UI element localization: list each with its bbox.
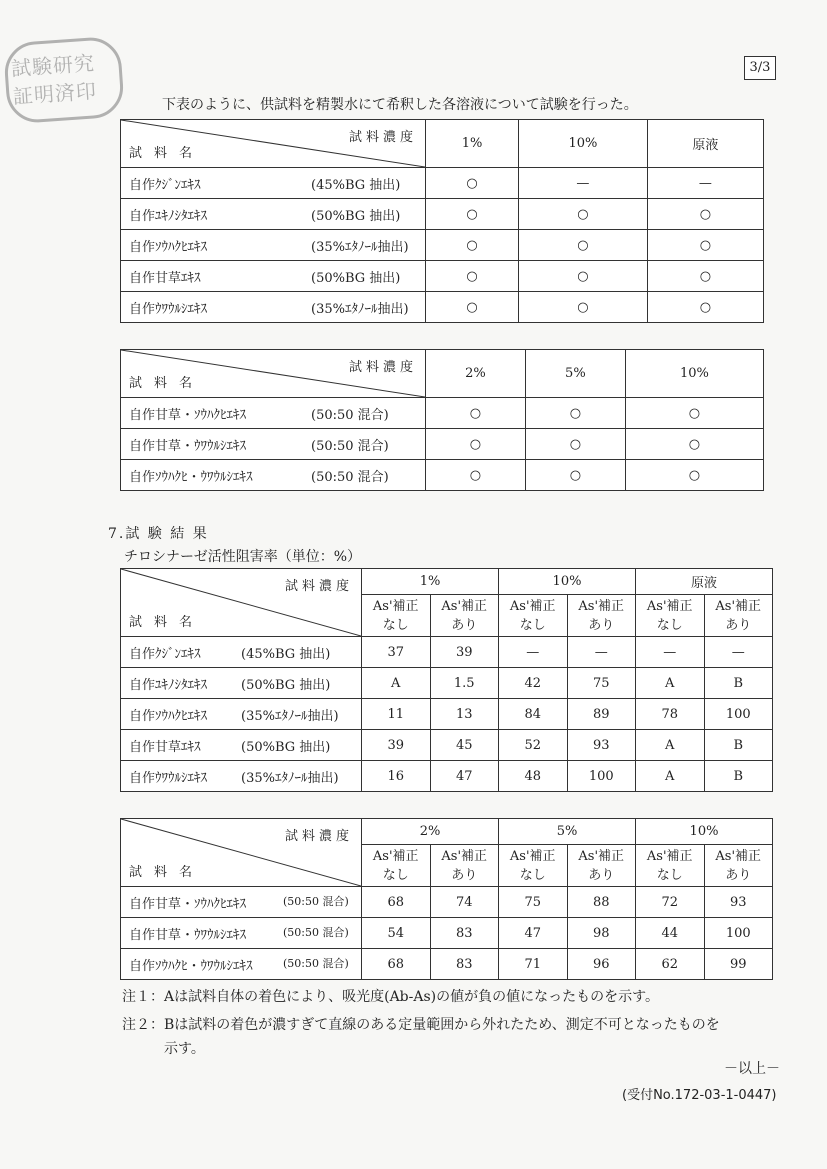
- value-cell: 48: [499, 761, 568, 792]
- table-row: [121, 918, 773, 949]
- column-header: 2%: [362, 819, 499, 845]
- value-cell: 1.5: [430, 668, 499, 699]
- table-row: [121, 292, 764, 323]
- header-concentration: 試料濃度: [284, 829, 353, 844]
- result-cell: ○: [519, 199, 648, 230]
- mix-ratio: (50:50 混合): [311, 407, 389, 423]
- value-cell: 78: [636, 699, 705, 730]
- header-concentration: 試料濃度: [348, 360, 417, 375]
- value-cell: 54: [362, 918, 431, 949]
- value-cell: 68: [362, 887, 431, 918]
- sample-name: 自作甘草・ｳﾜｳﾙｼｴｷｽ: [129, 438, 247, 454]
- sample-name: 自作ﾕｷﾉｼﾀｴｷｽ: [129, 208, 208, 224]
- diagonal-header-cell: [121, 819, 362, 887]
- note-1: 注１：Aは試料自体の着色により、吸光度(Ab-As)の値が負の値になったものを示す。: [122, 989, 660, 1005]
- result-cell: ○: [625, 398, 763, 429]
- value-cell: 37: [362, 637, 431, 668]
- sample-name: 自作ｿｳﾊｸﾋ・ｳﾜｳﾙｼｴｷｽ: [129, 469, 253, 485]
- value-cell: A: [362, 668, 431, 699]
- result-cell: ○: [426, 429, 526, 460]
- subheader-with-correction: As'補正 あり: [430, 845, 499, 887]
- value-cell: —: [704, 637, 773, 668]
- column-header: 5%: [499, 819, 636, 845]
- column-header: 10%: [519, 120, 648, 168]
- dilution-table-1: [120, 119, 764, 323]
- subheader-with-correction: As'補正 あり: [430, 595, 499, 637]
- sample-name: 自作甘草・ｿｳﾊｸﾋｴｷｽ: [129, 896, 247, 912]
- value-cell: 68: [362, 949, 431, 980]
- table-row: [121, 761, 773, 792]
- inhibition-table-1: [120, 568, 773, 792]
- result-cell: ○: [426, 460, 526, 491]
- sample-name: 自作ｳﾜｳﾙｼｴｷｽ: [129, 301, 208, 317]
- table-row: [121, 230, 764, 261]
- table-row: [121, 887, 773, 918]
- end-mark: －以上－: [724, 1061, 780, 1077]
- result-cell: ○: [525, 429, 625, 460]
- column-header: 5%: [525, 350, 625, 398]
- column-header: 1%: [362, 569, 499, 595]
- results-subtitle: チロシナーゼ活性阻害率（単位：%）: [124, 549, 362, 565]
- section-heading: 7.試 験 結 果: [108, 526, 209, 542]
- table-row: [121, 460, 764, 491]
- result-cell: ○: [426, 398, 526, 429]
- mix-ratio: (50:50 混合): [311, 469, 389, 485]
- table-row: [121, 261, 764, 292]
- mix-ratio: (50:50 混合): [283, 894, 349, 908]
- value-cell: 52: [499, 730, 568, 761]
- subheader-no-correction: As'補正 なし: [636, 595, 705, 637]
- sample-name: 自作ｿｳﾊｸﾋｴｷｽ: [129, 239, 208, 255]
- sample-name: 自作甘草ｴｷｽ: [129, 270, 201, 286]
- column-header: 10%: [636, 819, 773, 845]
- diagonal-header-cell: [121, 120, 426, 168]
- mix-ratio: (50:50 混合): [311, 438, 389, 454]
- column-header: 10%: [625, 350, 763, 398]
- result-cell: ○: [426, 199, 519, 230]
- subheader-no-correction: As'補正 なし: [362, 595, 431, 637]
- value-cell: 42: [499, 668, 568, 699]
- stamp-line-2: 証明済印: [12, 78, 98, 109]
- value-cell: —: [499, 637, 568, 668]
- extraction-method: (35%ｴﾀﾉｰﾙ抽出): [241, 770, 339, 786]
- page-number: 3/3: [744, 56, 776, 80]
- value-cell: 45: [430, 730, 499, 761]
- diagonal-header-cell: [121, 569, 362, 637]
- stamp-line-1: 試験研究: [10, 50, 96, 81]
- result-cell: —: [519, 168, 648, 199]
- sample-name: 自作ｸｼﾞﾝｴｷｽ: [129, 177, 201, 193]
- value-cell: —: [567, 637, 636, 668]
- column-header: 10%: [499, 569, 636, 595]
- header-sample-name: 試料名: [129, 615, 205, 630]
- value-cell: 11: [362, 699, 431, 730]
- extraction-method: (50%BG 抽出): [311, 208, 401, 224]
- table-row: [121, 637, 773, 668]
- header-sample-name: 試料名: [129, 146, 205, 161]
- value-cell: 74: [430, 887, 499, 918]
- result-cell: ○: [525, 398, 625, 429]
- mix-ratio: (50:50 混合): [283, 925, 349, 939]
- extraction-method: (45%BG 抽出): [241, 646, 331, 662]
- value-cell: 75: [499, 887, 568, 918]
- table-row: [121, 429, 764, 460]
- value-cell: 39: [430, 637, 499, 668]
- extraction-method: (35%ｴﾀﾉｰﾙ抽出): [311, 301, 409, 317]
- extraction-method: (50%BG 抽出): [241, 739, 331, 755]
- reception-number: (受付No.172-03-1-0447): [622, 1088, 777, 1103]
- extraction-method: (50%BG 抽出): [311, 270, 401, 286]
- subheader-no-correction: As'補正 なし: [636, 845, 705, 887]
- intro-text: 下表のように、供試料を精製水にて希釈した各溶液について試験を行った。: [162, 97, 638, 113]
- sample-name: 自作ｿｳﾊｸﾋｴｷｽ: [129, 708, 208, 724]
- value-cell: A: [636, 730, 705, 761]
- value-cell: 47: [430, 761, 499, 792]
- subheader-with-correction: As'補正 あり: [704, 845, 773, 887]
- extraction-method: (50%BG 抽出): [241, 677, 331, 693]
- value-cell: 16: [362, 761, 431, 792]
- subheader-no-correction: As'補正 なし: [499, 595, 568, 637]
- note-2-continued: 示す。: [164, 1041, 205, 1057]
- value-cell: 100: [704, 918, 773, 949]
- subheader-with-correction: As'補正 あり: [567, 845, 636, 887]
- result-cell: ○: [426, 292, 519, 323]
- value-cell: 93: [704, 887, 773, 918]
- sample-name: 自作ﾕｷﾉｼﾀｴｷｽ: [129, 677, 208, 693]
- sample-name: 自作甘草・ｳﾜｳﾙｼｴｷｽ: [129, 927, 247, 943]
- header-concentration: 試料濃度: [284, 579, 353, 594]
- value-cell: 88: [567, 887, 636, 918]
- inhibition-table-2: [120, 818, 773, 980]
- value-cell: 44: [636, 918, 705, 949]
- value-cell: 100: [567, 761, 636, 792]
- note-2: 注２：Bは試料の着色が濃すぎて直線のある定量範囲から外れたため、測定不可となったものを: [122, 1017, 720, 1033]
- value-cell: 98: [567, 918, 636, 949]
- table-row: [121, 398, 764, 429]
- result-cell: ○: [647, 199, 763, 230]
- value-cell: 100: [704, 699, 773, 730]
- sample-name: 自作甘草・ｿｳﾊｸﾋｴｷｽ: [129, 407, 247, 423]
- result-cell: ○: [647, 230, 763, 261]
- mix-ratio: (50:50 混合): [283, 956, 349, 970]
- dilution-table-2: [120, 349, 764, 491]
- table-row: [121, 199, 764, 230]
- table-row: [121, 949, 773, 980]
- result-cell: ○: [519, 230, 648, 261]
- column-header: 1%: [426, 120, 519, 168]
- sample-name: 自作ｸｼﾞﾝｴｷｽ: [129, 646, 201, 662]
- result-cell: ○: [625, 429, 763, 460]
- sample-name: 自作ｿｳﾊｸﾋ・ｳﾜｳﾙｼｴｷｽ: [129, 958, 253, 974]
- extraction-method: (35%ｴﾀﾉｰﾙ抽出): [311, 239, 409, 255]
- result-cell: —: [647, 168, 763, 199]
- extraction-method: (45%BG 抽出): [311, 177, 401, 193]
- column-header: 原液: [647, 120, 763, 168]
- value-cell: 62: [636, 949, 705, 980]
- result-cell: ○: [426, 261, 519, 292]
- result-cell: ○: [426, 230, 519, 261]
- result-cell: ○: [625, 460, 763, 491]
- subheader-no-correction: As'補正 なし: [499, 845, 568, 887]
- value-cell: B: [704, 761, 773, 792]
- column-header: 原液: [636, 569, 773, 595]
- result-cell: ○: [647, 261, 763, 292]
- header-sample-name: 試料名: [129, 865, 205, 880]
- sample-name: 自作甘草ｴｷｽ: [129, 739, 201, 755]
- subheader-no-correction: As'補正 なし: [362, 845, 431, 887]
- value-cell: 47: [499, 918, 568, 949]
- result-cell: ○: [426, 168, 519, 199]
- extraction-method: (35%ｴﾀﾉｰﾙ抽出): [241, 708, 339, 724]
- value-cell: A: [636, 761, 705, 792]
- value-cell: B: [704, 668, 773, 699]
- sample-name: 自作ｳﾜｳﾙｼｴｷｽ: [129, 770, 208, 786]
- table-row: [121, 668, 773, 699]
- result-cell: ○: [519, 261, 648, 292]
- approval-stamp: [1, 34, 127, 126]
- value-cell: 83: [430, 918, 499, 949]
- diagonal-header-cell: [121, 350, 426, 398]
- value-cell: 89: [567, 699, 636, 730]
- value-cell: 72: [636, 887, 705, 918]
- value-cell: 99: [704, 949, 773, 980]
- value-cell: 93: [567, 730, 636, 761]
- value-cell: A: [636, 668, 705, 699]
- result-cell: ○: [647, 292, 763, 323]
- value-cell: 39: [362, 730, 431, 761]
- table-row: [121, 168, 764, 199]
- table-row: [121, 730, 773, 761]
- value-cell: B: [704, 730, 773, 761]
- subheader-with-correction: As'補正 あり: [704, 595, 773, 637]
- result-cell: ○: [525, 460, 625, 491]
- value-cell: 84: [499, 699, 568, 730]
- value-cell: 75: [567, 668, 636, 699]
- value-cell: —: [636, 637, 705, 668]
- column-header: 2%: [426, 350, 526, 398]
- result-cell: ○: [519, 292, 648, 323]
- header-concentration: 試料濃度: [348, 130, 417, 145]
- table-row: [121, 699, 773, 730]
- subheader-with-correction: As'補正 あり: [567, 595, 636, 637]
- value-cell: 71: [499, 949, 568, 980]
- value-cell: 13: [430, 699, 499, 730]
- value-cell: 96: [567, 949, 636, 980]
- header-sample-name: 試料名: [129, 376, 205, 391]
- value-cell: 83: [430, 949, 499, 980]
